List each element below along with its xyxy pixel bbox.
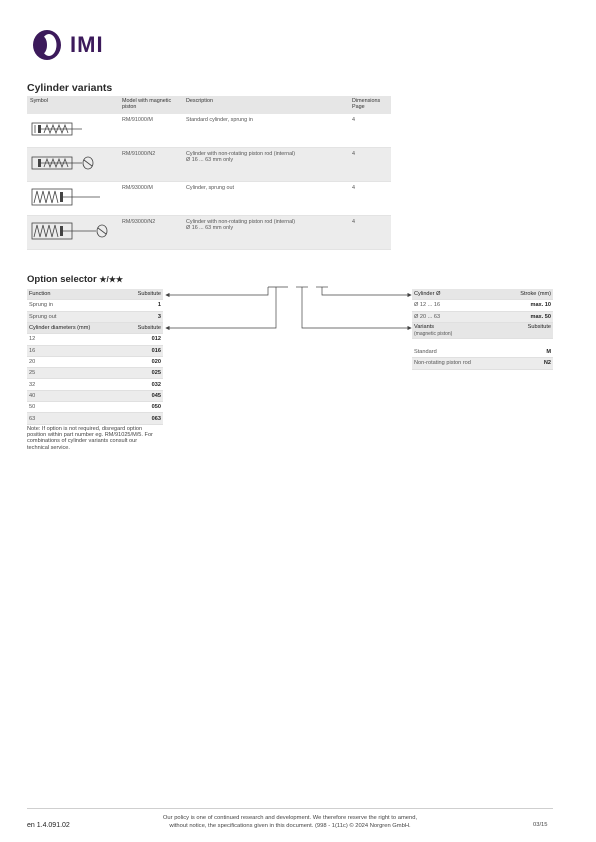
description-cell: Cylinder with non-rotating piston rod (internal) Ø 16 ... 63 mm only xyxy=(183,148,349,182)
page-cell: 4 xyxy=(349,148,391,182)
table-row: 50 050 xyxy=(27,402,163,413)
table-row: 20 020 xyxy=(27,356,163,367)
model-cell: RM/91000/N2 xyxy=(119,148,183,182)
table-row: Variants (magnetic piston) Subsitute xyxy=(414,324,551,337)
table-row: Sprung out 3 xyxy=(27,311,163,322)
table-row: Ø 20 ... 63 max. 50 xyxy=(412,311,553,322)
footer-divider xyxy=(27,808,553,809)
header-symbol: Symbol xyxy=(27,96,119,114)
table-row: Function Subsitute xyxy=(27,289,163,300)
header-description: Description xyxy=(183,96,349,114)
footer-code: en 1.4.091.02 xyxy=(27,822,70,829)
table-row: Cylinder Ø Stroke (mm) xyxy=(412,289,553,300)
variants-title: Cylinder variants xyxy=(27,82,113,94)
table-row: Sprung in 1 xyxy=(27,300,163,311)
model-cell: RM/93000/N2 xyxy=(119,216,183,250)
table-row: 40 045 xyxy=(27,390,163,401)
table-row: 63 063 xyxy=(27,413,163,424)
logo-text: IMI xyxy=(70,32,104,57)
table-row: 32 032 xyxy=(27,379,163,390)
table-row: Cylinder diameters (mm) Subsitute xyxy=(27,323,163,334)
selector-note: Note: If option is not required, disregard option position within part number eg. RM/91025/M/5. For combinations of cylinder variants consult our technical service. xyxy=(27,426,153,451)
table-row: 25 025 xyxy=(27,368,163,379)
description-cell: Cylinder, sprung out xyxy=(183,182,349,216)
footer-policy: Our policy is one of continued research and development. We therefore reserve the right to amend, without notice, the specifications given in this document. (998 - 1(11c) © 2024 Norgren GmbH. xyxy=(162,815,418,829)
model-cell: RM/93000/M xyxy=(119,182,183,216)
table-row: Non-rotating piston rod N2 xyxy=(412,358,553,369)
selector-title: Option selector ★/★★ xyxy=(27,274,124,285)
page-cell: 4 xyxy=(349,182,391,216)
description-cell: Standard cylinder, sprung in xyxy=(183,114,349,148)
header-model: Model with magnetic piston xyxy=(119,96,183,114)
table-row: Standard M xyxy=(412,347,553,358)
description-cell: Cylinder with non-rotating piston rod (internal) Ø 16 ... 63 mm only xyxy=(183,216,349,250)
page-cell: 4 xyxy=(349,216,391,250)
page-cell: 4 xyxy=(349,114,391,148)
header-dimensions: Dimensions Page xyxy=(349,96,391,114)
model-cell: RM/91000/M xyxy=(119,114,183,148)
table-row: 16 016 xyxy=(27,345,163,356)
table-row: Ø 12 ... 16 max. 10 xyxy=(412,300,553,311)
table-row: 12 012 xyxy=(27,334,163,345)
footer-page: 03/15 xyxy=(533,822,548,828)
